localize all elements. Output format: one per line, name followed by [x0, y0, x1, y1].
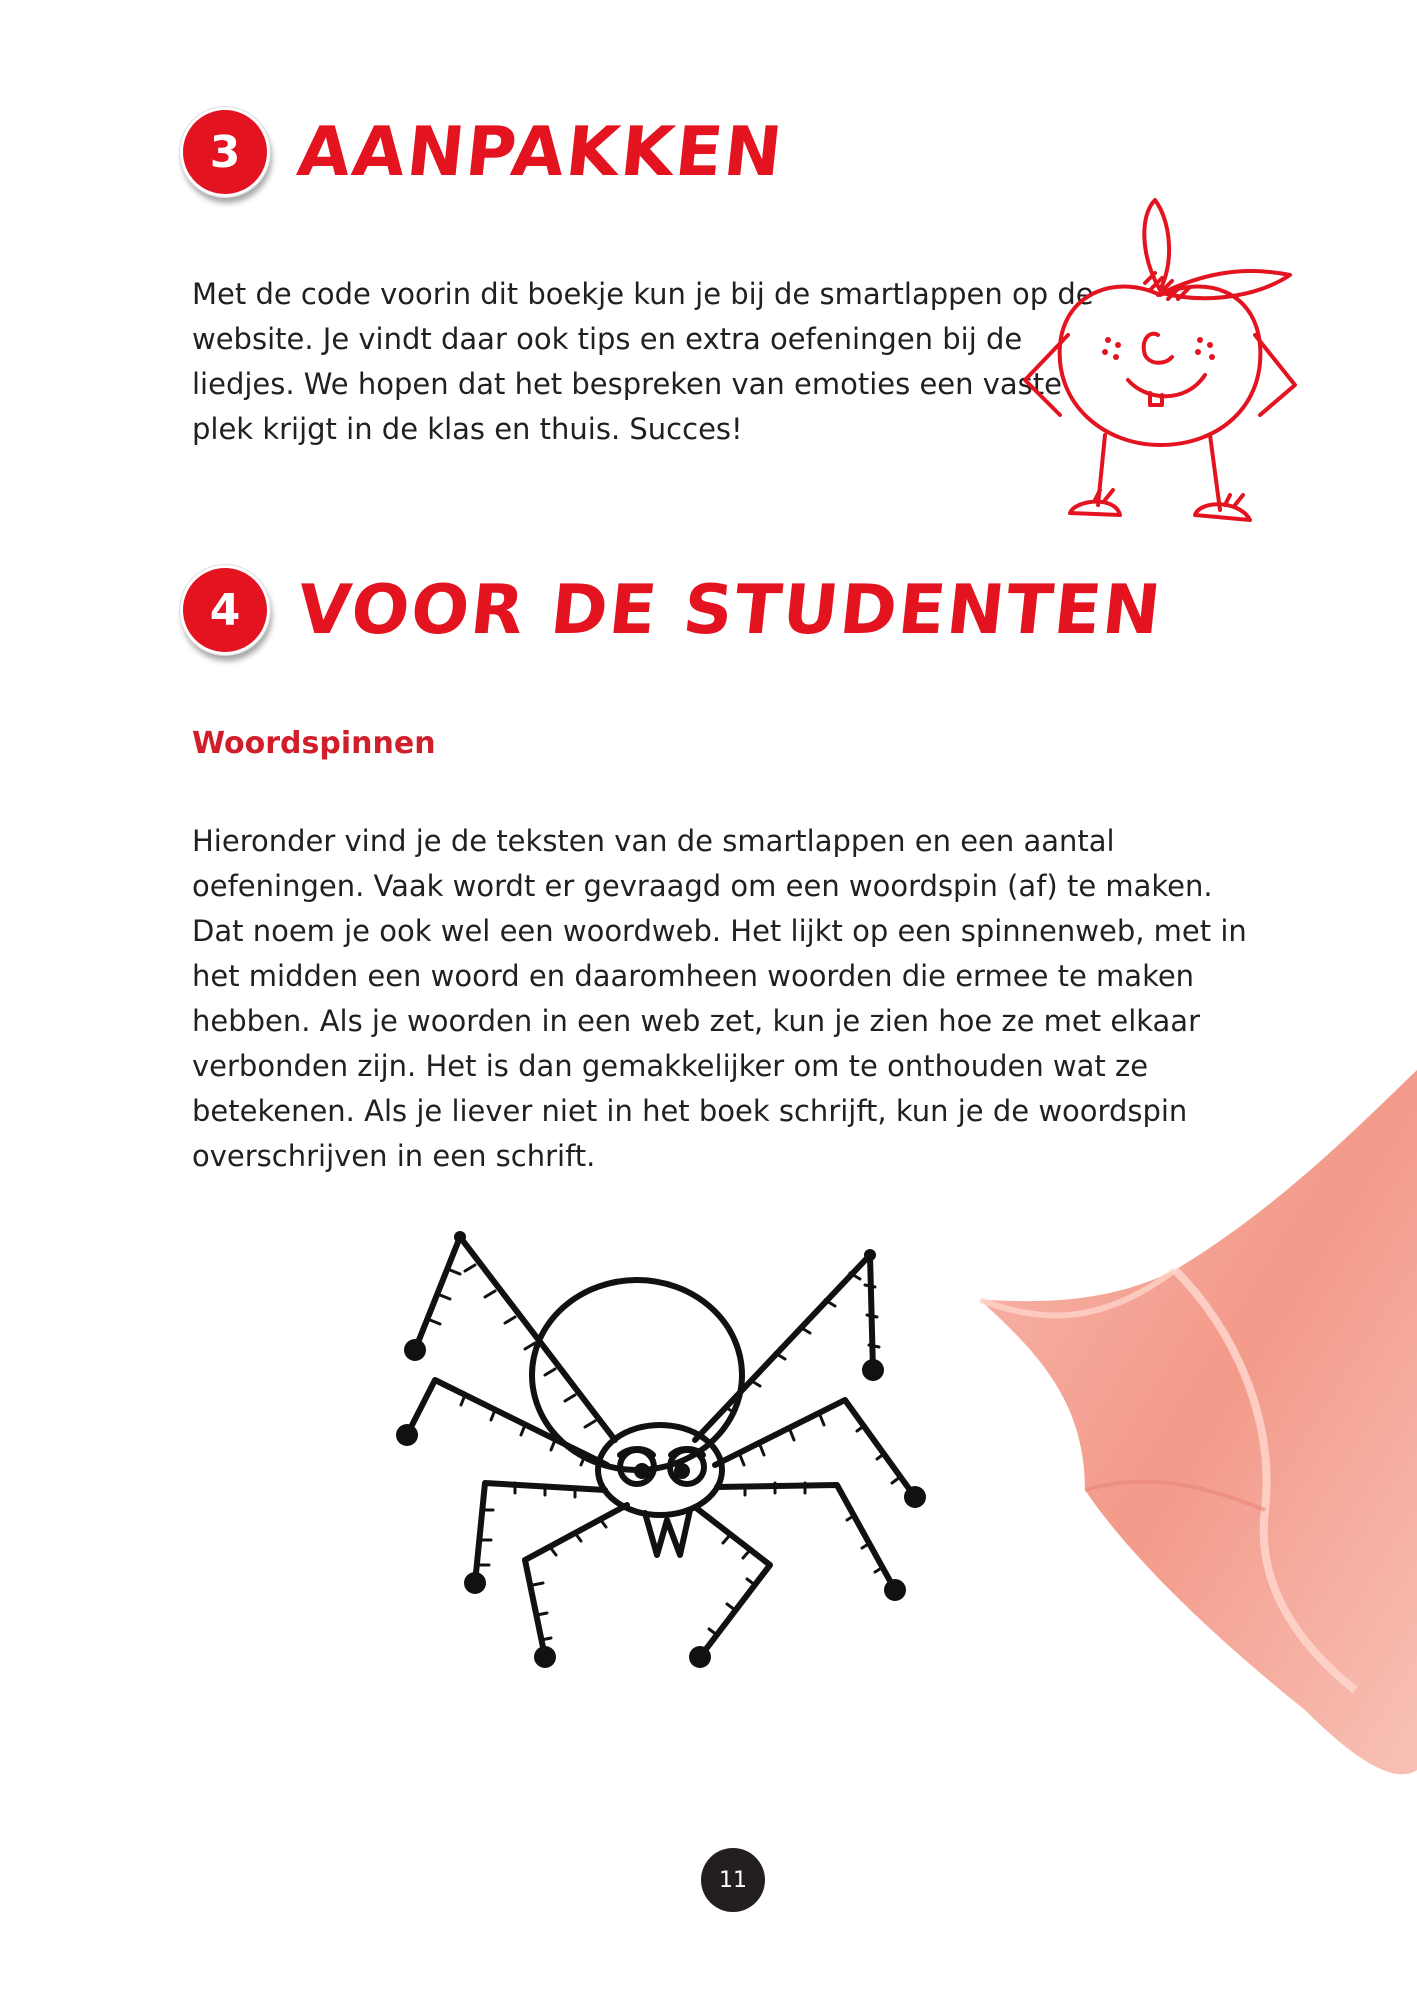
section-3-heading [180, 102, 788, 202]
tomato-character-icon [1010, 195, 1310, 550]
woordspinnen-subheading: Woordspinnen [192, 726, 436, 761]
section-4-number-badge: 4 [180, 565, 270, 655]
section-3-number-badge: 3 [180, 107, 270, 197]
section-4-paragraph: Hieronder vind je de teksten van de smartlappen en een aantal oefeningen. Vaak wordt er gevraagd om een woordspin (af) te maken. Dat noem je ook wel een woordweb. Het lijkt op een spinnenweb, met in het midden een woord en daaromheen woorden die ermee te maken hebben. Als je woorden in een web zet, kun je zien hoe ze met elkaar verbonden zijn. Het is dan gemakkelijker om te onthouden wat ze betekenen. Als je liever niet in het boek schrijft, kun je de woordspin overschrijven in een schrift. [192, 824, 1247, 1173]
section-3-title: AANPAKKEN [293, 112, 788, 192]
section-3-paragraph: Met de code voorin dit boekje kun je bij de smartlappen op de website. Je vindt daar ook tips en extra oefeningen bij de liedjes. We hopen dat het bespreken van emoties een vaste plek krijgt in de klas en thuis. Succes! [192, 277, 1094, 446]
tissue-image [975, 1070, 1417, 1785]
section-4-title: VOOR DE STUDENTEN [293, 570, 1166, 650]
spider-icon [395, 1225, 935, 1675]
page-number: 11 [701, 1848, 765, 1912]
section-4-heading [180, 560, 1166, 660]
